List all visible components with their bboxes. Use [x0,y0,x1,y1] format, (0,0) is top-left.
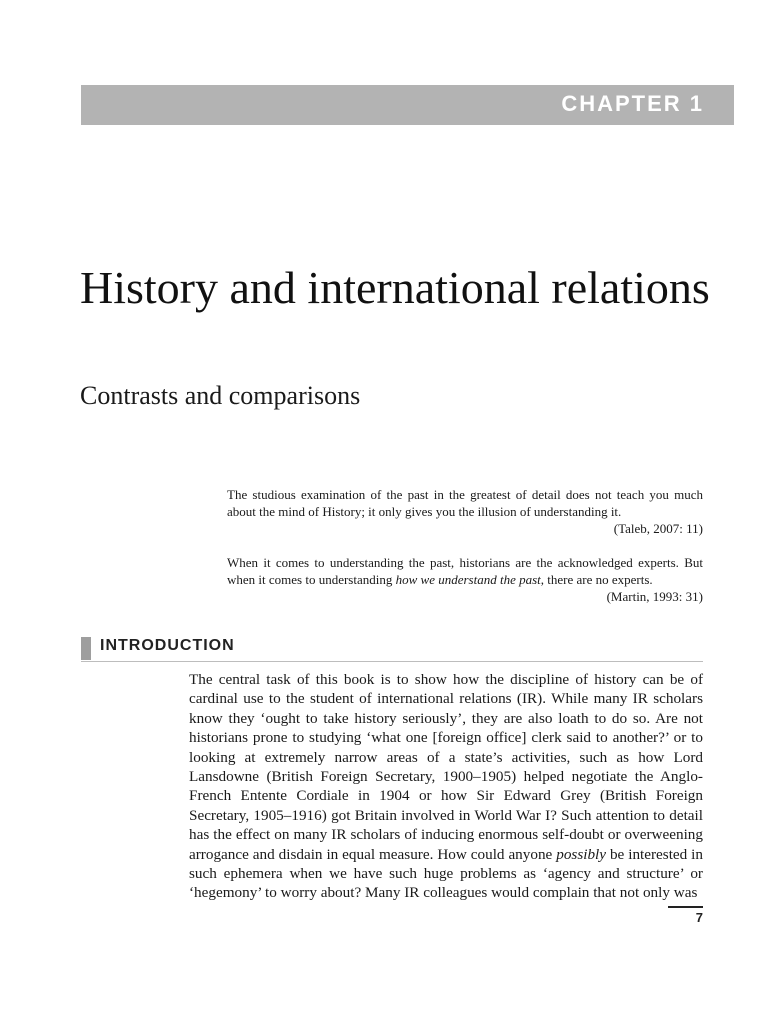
footer-rule [668,906,703,908]
epigraph-citation: (Martin, 1993: 31) [606,589,703,604]
epigraph-citation: (Taleb, 2007: 11) [613,521,703,536]
chapter-label: CHAPTER 1 [561,91,704,116]
chapter-subtitle: Contrasts and comparisons [80,381,361,410]
epigraph-text: The studious examination of the past in the greatest of detail does not teach you much about the mind of History; it only gives you the illusion of understanding it. [227,487,703,519]
epigraph-taleb [227,486,703,537]
body-text-part: be interested in such ephemera when we have such huge problems as ‘agency and structure’ or ‘hegemony’ to worry about? Many IR colleagues would complain that not only was [189,845,703,902]
body-text-italic: possibly [556,845,607,863]
epigraph-text-italic: how we understand the past [395,572,541,587]
body-paragraph [189,670,703,903]
section-heading-label: INTRODUCTION [100,637,235,654]
epigraph-text [227,554,703,588]
epigraph-text-part: When it comes to understanding the past, historians are the acknowledged experts. But when it comes to understanding [227,555,703,587]
epigraph-text-part: , there are no experts. [540,572,653,587]
epigraph-martin [227,554,703,605]
section-marker [81,637,91,660]
section-heading [81,637,703,662]
chapter-header-bar [81,85,734,125]
body-text-part: The central task of this book is to show how the discipline of history can be of cardinal use to the student of international relations (IR). While many IR scholars know they ‘ought to take history seriously’, they are also loath to do so. Are not historians prone to studying ‘what one [foreign office] clerk said to another?’ or to looking at extremely narrow areas of a state’s activities, such as how Lord Lansdowne (British Foreign Secretary, 1900–1905) helped negotiate the Anglo-French Entente Cordiale in 1904 or how Sir Edward Grey (British Foreign Secretary, 1905–1916) got Britain involved in World War I? Such attention to detail has the effect on many IR scholars of inducing enormous self-doubt or overweening arrogance and disdain in equal measure. How could anyone [189,671,703,863]
chapter-title: History and international relations [80,262,710,313]
page-number: 7 [695,910,703,925]
